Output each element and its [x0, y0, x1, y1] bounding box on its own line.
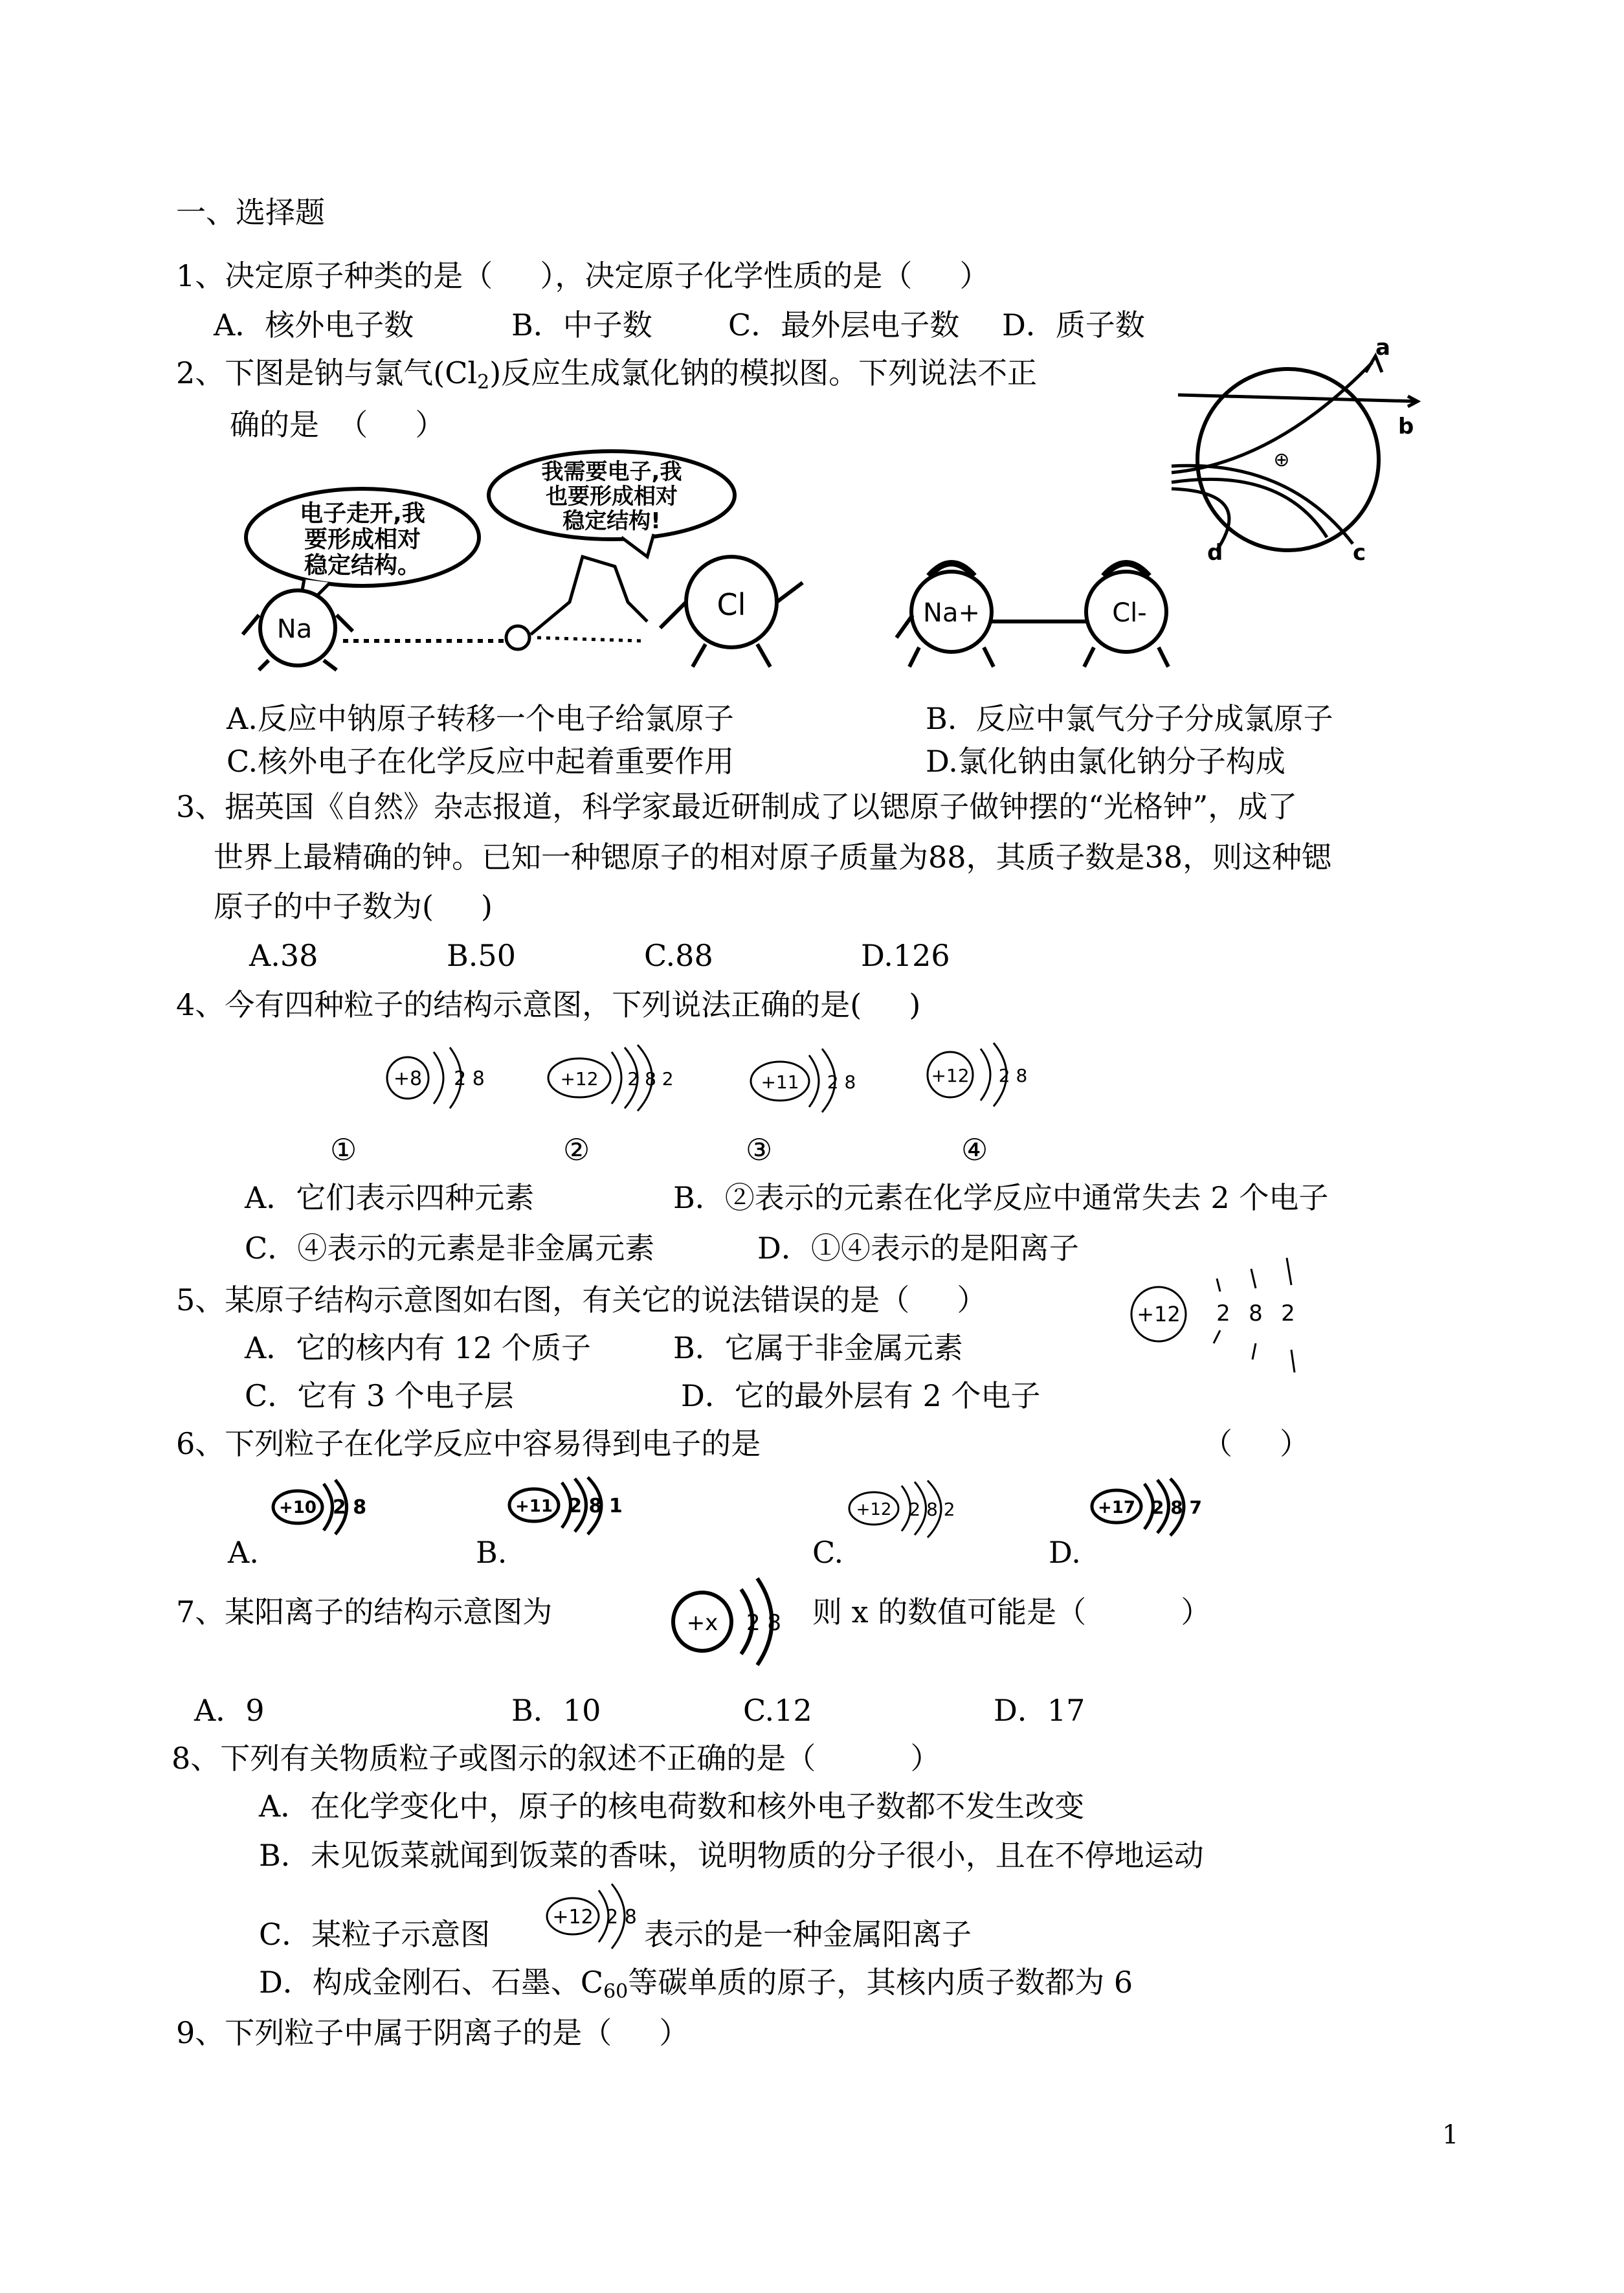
q6-bracket: （ ） — [1203, 1426, 1310, 1461]
q8-option-d — [259, 1964, 1133, 2003]
q6-a-nucleus: +10 — [279, 1498, 317, 1517]
q5-diagram — [1126, 1253, 1307, 1382]
section-heading: 一、选择题 — [176, 195, 325, 230]
bubble1-line3: 稳定结构。 — [304, 552, 421, 579]
q7-option-c: C.12 — [743, 1693, 812, 1728]
q5-stem: 5、某原子结构示意图如右图，有关它的说法错误的是（ ） — [176, 1282, 987, 1317]
bubble2-line2: 也要形成相对 — [546, 484, 678, 509]
q2-stem-sub: 2 — [477, 371, 490, 394]
label-a: a — [1375, 335, 1390, 361]
q8-stem: 8、下列有关物质粒子或图示的叙述不正确的是（ ） — [172, 1741, 940, 1776]
q2-option-b: B. 反应中氯气分子分成氯原子 — [926, 701, 1333, 736]
q4-stem: 4、今有四种粒子的结构示意图，下列说法正确的是( ) — [176, 987, 921, 1022]
q6-letter-b: B. — [476, 1535, 507, 1570]
q4-diagram-3 — [744, 1042, 874, 1113]
q2-stem-part1: 2、下图是钠与氯气(Cl — [176, 355, 478, 390]
q7-option-a: A．9 — [194, 1693, 265, 1728]
q5-nucleus: +12 — [1137, 1302, 1181, 1326]
q8-c-nucleus: +12 — [552, 1906, 594, 1929]
q8-c-shells: 2 8 — [606, 1906, 637, 1929]
q4-diagram-2 — [544, 1042, 693, 1113]
q3-line1: 3、据英国《自然》杂志报道，科学家最近研制成了以锶原子做钟摆的“光格钟”，成了 — [176, 789, 1298, 824]
cl-ion-label: Cl- — [1112, 598, 1147, 628]
q5-shell-2: 8 — [1249, 1301, 1263, 1326]
q4-d3-nucleus: +11 — [761, 1071, 799, 1093]
q8-option-d-sub: 60 — [603, 1980, 628, 2003]
q6-letter-a: A. — [228, 1535, 259, 1570]
q6-d-shells: 2 8 7 — [1151, 1497, 1202, 1518]
q2-option-c: C.核外电子在化学反应中起着重要作用 — [227, 744, 735, 779]
q4-number-2: ② — [563, 1132, 590, 1167]
q7-option-b: B．10 — [511, 1693, 601, 1728]
q4-d4-nucleus: +12 — [931, 1065, 970, 1086]
q5-option-b: B．它属于非金属元素 — [673, 1330, 963, 1365]
q7-option-d: D．17 — [994, 1693, 1085, 1728]
q8-option-a: A．在化学变化中，原子的核电荷数和核外电子数都不发生改变 — [259, 1789, 1085, 1824]
q2-option-d: D.氯化钠由氯化钠分子构成 — [926, 744, 1285, 779]
q5-shell-1: 2 — [1216, 1301, 1230, 1326]
cl-atom-character — [660, 557, 803, 667]
q7-stem-part2: 则 x 的数值可能是（ ） — [812, 1594, 1211, 1629]
q3-option-c: C.88 — [644, 938, 713, 973]
q4-d4-shells: 2 8 — [998, 1065, 1028, 1086]
na-ion-character — [896, 563, 994, 667]
q6-diagram-c — [845, 1479, 968, 1541]
na-ion-label: Na+ — [923, 598, 980, 628]
q2-stem-line2: 确的是 （ ） — [230, 407, 445, 442]
q2-cartoon-figure — [233, 453, 1172, 673]
q4-d1-nucleus: +8 — [393, 1068, 423, 1090]
q6-diagram-a — [269, 1476, 379, 1538]
q8-option-b: B．未见饭菜就闻到饭菜的香味，说明物质的分子很小，且在不停地运动 — [259, 1838, 1204, 1873]
q4-diagram-4 — [919, 1039, 1049, 1110]
q6-letter-c: C. — [812, 1535, 844, 1570]
q1-option-c: C．最外层电子数 — [728, 308, 960, 342]
cl-ion-character — [990, 563, 1168, 667]
q8-option-d-part2: 等碳单质的原子，其核内质子数都为 6 — [628, 1965, 1133, 2000]
page-number: 1 — [1442, 2120, 1459, 2150]
q6-diagram-d — [1087, 1477, 1210, 1539]
speech-bubble-2 — [489, 451, 735, 557]
q5-option-a: A．它的核内有 12 个质子 — [245, 1330, 591, 1365]
label-d: d — [1207, 540, 1223, 566]
q4-option-d: D．①④表示的是阳离子 — [757, 1231, 1079, 1266]
q9-stem: 9、下列粒子中属于阴离子的是（ ） — [176, 2015, 689, 2050]
q4-option-a: A．它们表示四种元素 — [245, 1180, 535, 1215]
q1-stem: 1、决定原子种类的是（ ），决定原子化学性质的是（ ） — [176, 258, 990, 293]
q4-number-1: ① — [330, 1132, 357, 1167]
q4-number-3: ③ — [746, 1132, 773, 1167]
q1-option-a: A．核外电子数 — [214, 308, 414, 342]
q6-b-shells: 2 8 1 — [568, 1495, 623, 1517]
q4-number-4: ④ — [961, 1132, 988, 1167]
q1-option-d: D．质子数 — [1002, 308, 1145, 342]
q8-option-c-part1: C．某粒子示意图 — [259, 1917, 491, 1952]
na-atom-character — [243, 590, 353, 670]
q7-diagram — [667, 1573, 790, 1670]
q4-diagram-1 — [379, 1042, 502, 1113]
bubble1-line1: 电子走开,我 — [300, 500, 425, 527]
electron-character — [506, 626, 529, 649]
q2-stem — [176, 355, 1038, 394]
q4-option-c: C．④表示的元素是非金属元素 — [245, 1231, 655, 1266]
q3-line3: 原子的中子数为( ) — [214, 889, 493, 924]
q4-d1-shells: 2 8 — [454, 1068, 485, 1090]
bubble1-line2: 要形成相对 — [304, 526, 421, 553]
q5-option-d: D．它的最外层有 2 个电子 — [681, 1378, 1041, 1413]
q6-stem: 6、下列粒子在化学反应中容易得到电子的是 — [176, 1426, 761, 1461]
q3-option-d: D.126 — [861, 938, 950, 973]
q2-stem-part2: )反应生成氯化钠的模拟图。下列说法不正 — [489, 355, 1038, 390]
q6-b-nucleus: +11 — [515, 1497, 553, 1516]
q7-stem-part1: 7、某阳离子的结构示意图为 — [176, 1594, 553, 1629]
label-b: b — [1398, 414, 1414, 440]
bubble2-line1: 我需要电子,我 — [541, 459, 682, 485]
q6-a-shells: 2 8 — [332, 1496, 367, 1519]
q8-option-c-diagram — [544, 1881, 641, 1958]
q8-option-c-part2: 表示的是一种金属阳离子 — [644, 1917, 972, 1952]
q8-option-d-part1: D．构成金刚石、石墨、C — [259, 1965, 604, 2000]
q6-c-nucleus: +12 — [856, 1500, 892, 1519]
label-c: c — [1353, 540, 1366, 566]
alpha-scattering-figure — [1159, 335, 1430, 566]
q3-option-b: B.50 — [447, 938, 516, 973]
q3-option-a: A.38 — [249, 938, 318, 973]
nucleus-symbol: ⊕ — [1273, 449, 1290, 471]
q4-d2-nucleus: +12 — [560, 1068, 599, 1090]
bubble2-line3: 稳定结构! — [562, 508, 661, 534]
q4-d2-shells: 2 8 2 — [627, 1068, 674, 1090]
q6-c-shells: 2 8 2 — [909, 1499, 955, 1520]
q6-d-nucleus: +17 — [1098, 1498, 1135, 1517]
q6-letter-d: D. — [1049, 1535, 1081, 1570]
q6-diagram-b — [505, 1476, 628, 1538]
q5-shell-3: 2 — [1281, 1301, 1295, 1326]
q1-option-b: B．中子数 — [511, 308, 652, 342]
q2-option-a: A.反应中钠原子转移一个电子给氯原子 — [227, 701, 734, 736]
q5-option-c: C．它有 3 个电子层 — [245, 1378, 514, 1413]
na-label: Na — [276, 614, 313, 644]
cl-label: Cl — [717, 587, 746, 622]
q4-d3-shells: 2 8 — [827, 1071, 856, 1093]
q3-line2: 世界上最精确的钟。已知一种锶原子的相对原子质量为88，其质子数是38，则这种锶 — [214, 840, 1332, 875]
q7-shells: 2 8 — [746, 1610, 782, 1636]
q7-nucleus: +x — [686, 1610, 718, 1636]
q4-option-b: B．②表示的元素在化学反应中通常失去 2 个电子 — [673, 1180, 1329, 1215]
